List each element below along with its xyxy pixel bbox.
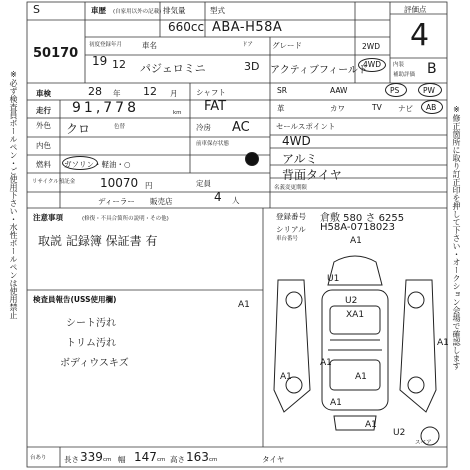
seller-label: 販売店: [150, 197, 173, 206]
exterior-label: 外色: [36, 121, 51, 130]
left-sidebar-notice: ※必ず検査員ボールペン・ご使用下さい・水性ボールペンは使用禁止: [9, 70, 18, 319]
mark-hood: XA1: [346, 310, 365, 320]
mileage-label: 走行: [36, 106, 51, 115]
grade-label: グレード: [272, 41, 302, 50]
report-line-3: ボディウスキズ: [60, 358, 129, 369]
car-name-label: 車名: [142, 41, 157, 50]
shaken-label: 車検: [36, 89, 51, 98]
vehicle-type-label: 車歴: [91, 6, 106, 15]
sales-points-label: セールスポイント: [276, 122, 336, 131]
serial-value: H58A-0718023: [320, 222, 396, 233]
equip-navi: ナビ: [398, 104, 413, 113]
shaken-month-unit: 月: [170, 89, 178, 98]
recycle-label: リサイクル預託金: [32, 179, 76, 185]
notes-label: 注意事項: [33, 213, 63, 222]
plate-value: 倉敷 580 さ 6255: [320, 213, 405, 224]
name-change-label: 名義変更期限: [274, 185, 308, 191]
height-label: 高さ: [170, 455, 185, 464]
displacement-label: 排気量: [163, 6, 186, 15]
car-name-value: パジェロミニ: [140, 62, 206, 75]
dealer-label: ディーラー: [98, 197, 135, 206]
model-label: 型式: [210, 6, 225, 15]
width-unit: cm: [157, 457, 166, 463]
first-reg-label: 初度登録年月: [89, 42, 123, 48]
spare-label: スペア: [415, 440, 432, 446]
mileage-value: 91,778: [72, 100, 139, 116]
mark-spare: U2: [393, 428, 406, 438]
recycle-value: 10070: [100, 176, 139, 190]
sales-point-1: 4WD: [282, 134, 311, 148]
fuel-label: 燃料: [36, 160, 51, 169]
equip-aaw: AAW: [330, 86, 348, 95]
lot-number: 50170: [33, 46, 79, 61]
equip-ps: PS: [390, 86, 400, 95]
grade-value: アクティブフィールド: [270, 65, 368, 76]
score-label: 評価点: [404, 5, 427, 14]
condition-dot: [245, 152, 259, 166]
mileage-unit: km: [173, 110, 182, 116]
color-change-label: 色替: [114, 124, 126, 130]
shaft-value: FAT: [204, 99, 227, 114]
capacity-value: 4: [214, 190, 222, 204]
mark-roof: U1: [327, 274, 340, 284]
displacement-value: 660cc: [168, 20, 205, 34]
model-value: ABA-H58A: [212, 20, 283, 35]
aircon-label: 冷房: [196, 123, 211, 132]
doors-value: 3D: [244, 60, 260, 73]
shaken-year: 28: [88, 85, 102, 98]
mark-door-l: A1: [320, 358, 332, 368]
sales-point-2: アルミ: [282, 152, 318, 166]
vin-label: 車台番号: [276, 236, 299, 242]
height-unit: cm: [209, 457, 218, 463]
interior-note: 補助評価: [393, 72, 416, 78]
report-label: 検査員報告(USS使用欄): [33, 295, 117, 304]
notes-sub: (修復・不具合箇所の説明・その他): [82, 216, 169, 222]
lot-marker: S: [33, 3, 40, 16]
equip-tv: TV: [372, 103, 382, 112]
report-line-1: シート汚れ: [66, 318, 116, 329]
mark-front: A1: [350, 236, 362, 246]
fuel-options: ガソリン・軽油・○: [64, 160, 131, 169]
right-sidebar-notice: ※修正箇所に取り訂正印を押して下さい・オークション会場で確認します: [452, 105, 461, 370]
mark-left: A1: [238, 300, 250, 310]
equip-pw: PW: [423, 86, 435, 95]
score-value: 4: [410, 18, 430, 53]
capacity-label: 定員: [196, 179, 211, 188]
height-value: 163: [186, 450, 209, 464]
exterior-value: クロ: [66, 122, 91, 136]
vehicle-type-note: (自家用以外の記載): [113, 9, 162, 15]
equip-sr: SR: [277, 86, 287, 95]
sales-point-3: 背面タイヤ: [282, 168, 342, 182]
door-label: ドア: [242, 42, 253, 48]
mark-rear-l: A1: [330, 398, 342, 408]
mark-door-r: A1: [355, 372, 367, 382]
aircon-value: AC: [232, 120, 250, 135]
recycle-unit: 円: [145, 181, 153, 190]
mark-rear-r: A1: [365, 420, 377, 430]
first-reg-month: 12: [112, 58, 126, 71]
mark-roof-2: U2: [345, 296, 358, 306]
interior-label: 内装: [393, 62, 405, 68]
tire-label: タイヤ: [262, 455, 285, 464]
equip-ab: AB: [426, 103, 437, 112]
serial-label: シリアル: [276, 225, 306, 234]
capacity-unit: 人: [232, 196, 240, 205]
shaken-year-unit: 年: [113, 89, 121, 98]
mark-right: A1: [437, 338, 449, 348]
length-value: 339: [80, 450, 103, 464]
width-label: 幅: [118, 455, 126, 464]
prev-owner-label: 前車保存状態: [196, 141, 230, 147]
drive-2wd: 2WD: [362, 42, 380, 51]
car-damage-diagram: [264, 240, 446, 446]
footer-other-label: 台あり: [30, 455, 47, 461]
drive-4wd: 4WD: [363, 60, 381, 69]
shaken-month: 12: [143, 85, 157, 98]
equip-leather: 革: [277, 104, 285, 113]
interior-value: B: [427, 61, 437, 77]
shaft-label: シャフト: [196, 88, 226, 97]
mark-side-l: A1: [280, 372, 292, 382]
report-line-2: トリム汚れ: [66, 338, 116, 349]
length-label: 長さ: [64, 455, 79, 464]
notes-value: 取説 記録簿 保証書 有: [38, 234, 158, 248]
width-value: 147: [134, 450, 157, 464]
first-reg-year: 19: [92, 54, 108, 68]
length-unit: cm: [103, 457, 112, 463]
equip-kawa: カワ: [330, 104, 345, 113]
interior-color-label: 内色: [36, 141, 51, 150]
plate-label: 登録番号: [276, 212, 306, 221]
